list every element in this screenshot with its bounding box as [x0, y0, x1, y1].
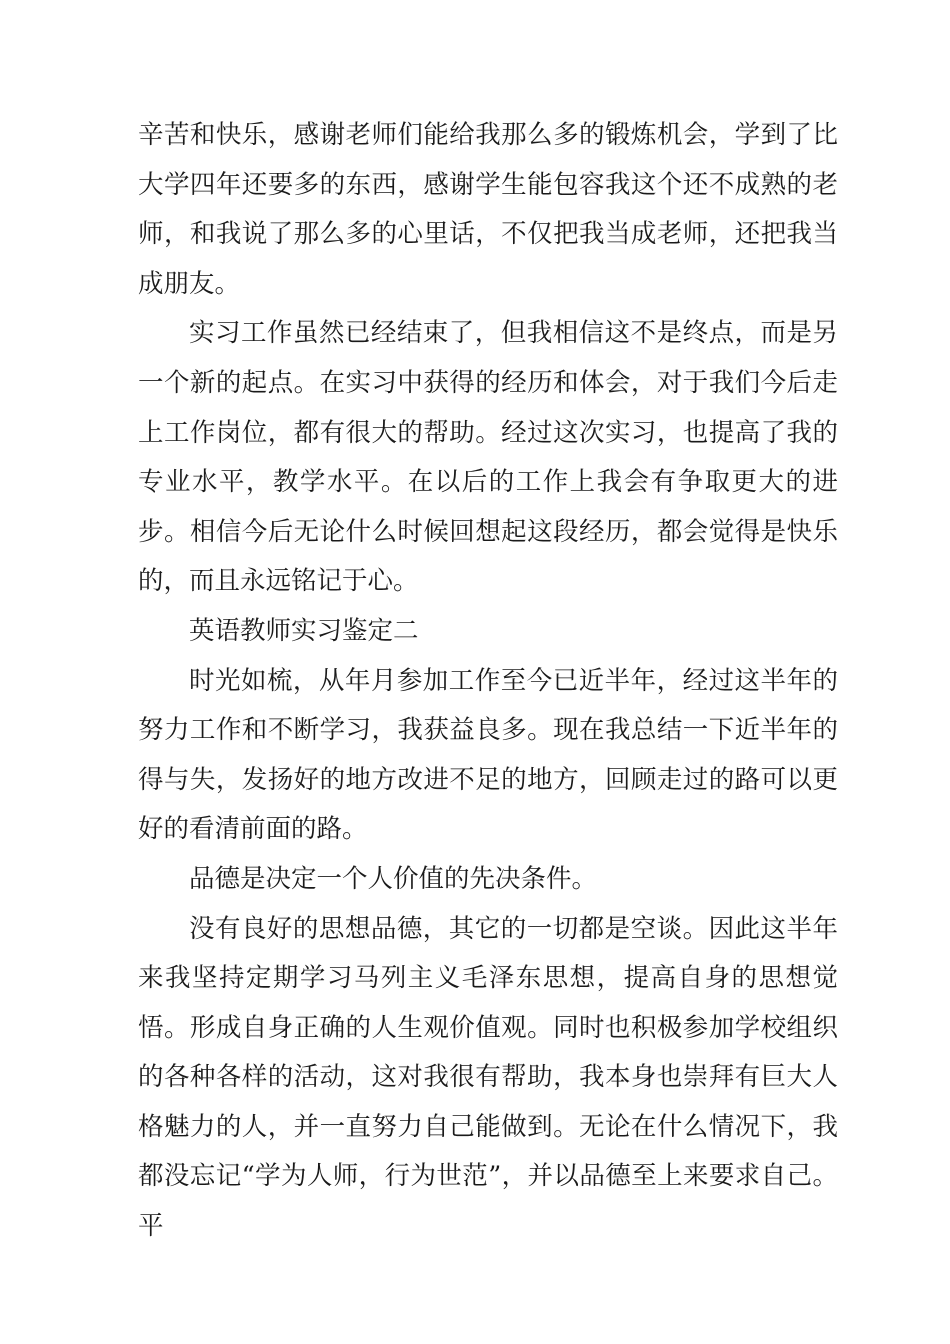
section-heading: 英语教师实习鉴定二 [189, 615, 419, 646]
paragraph-moral-study: 没有良好的思想品德，其它的一切都是空谈。因此这半年来我坚持定期学习马列主义毛泽东思想，提高自身的思想觉悟。形成自身正确的人生观价值观。同时也积极参加学校组织的各种各样的活动，这对我很有帮助，我本身也崇拜有巨大人格魅力的人，并一直努力自己能做到。无论在什么情况下，我都没忘记“学为人师，行为世范”，并以品德至上来要求自己。平 [138, 913, 838, 1242]
document-body [138, 111, 838, 1252]
paragraph-closing-thanks: 辛苦和快乐，感谢老师们能给我那么多的锻炼机会，学到了比大学四年还要多的东西，感谢学生能包容我这个还不成熟的老师，和我说了那么多的心里话，不仅把我当成老师，还把我当成朋友。 [138, 120, 838, 299]
paragraph-half-year-summary: 时光如梳，从年月参加工作至今已近半年，经过这半年的努力工作和不断学习，我获益良多。现在我总结一下近半年的得与失，发扬好的地方改进不足的地方，回顾走过的路可以更好的看清前面的路。 [138, 665, 838, 845]
paragraph-internship-end: 实习工作虽然已经结束了，但我相信这不是终点，而是另一个新的起点。在实习中获得的经历和体会，对于我们今后走上工作岗位，都有很大的帮助。经过这次实习，也提高了我的专业水平，教学水平。在以后的工作上我会有争取更大的进步。相信今后无论什么时候回想起这段经历，都会觉得是快乐的，而且永远铭记于心。 [138, 318, 838, 597]
paragraph-character: 品德是决定一个人价值的先决条件。 [189, 863, 598, 894]
